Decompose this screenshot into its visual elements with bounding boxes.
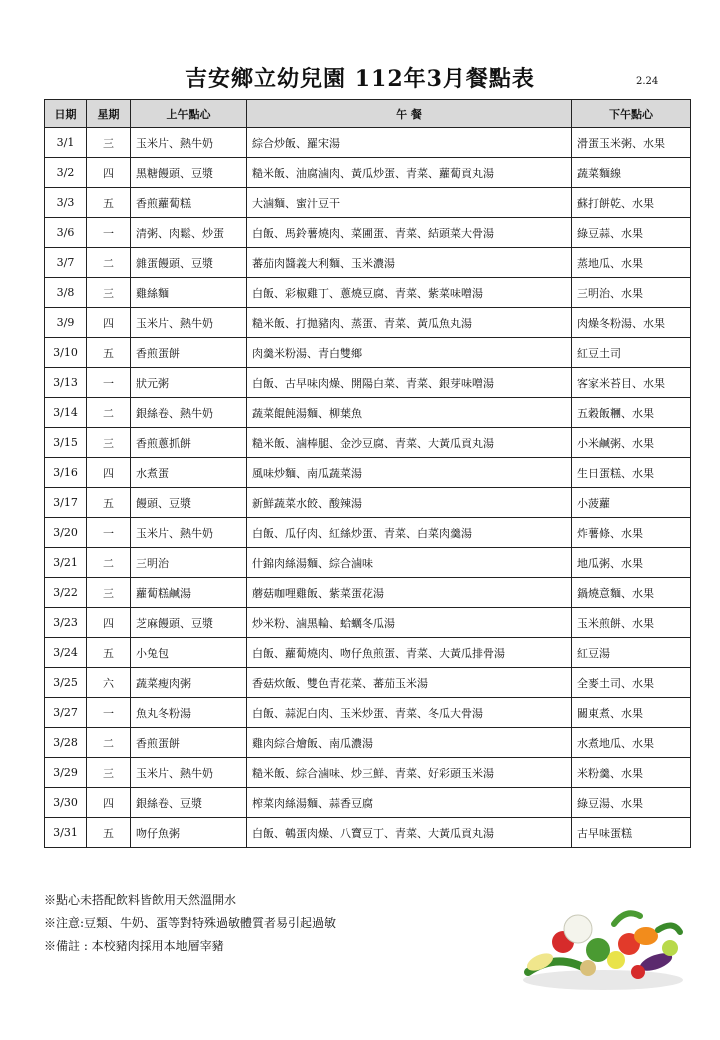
- table-row: [45, 578, 691, 608]
- cell-date: 3/14: [45, 398, 87, 428]
- cell-morning-snack: 三明治: [131, 548, 247, 578]
- cell-weekday: 一: [87, 518, 131, 548]
- cell-weekday: 四: [87, 158, 131, 188]
- table-row: [45, 488, 691, 518]
- table-row: [45, 758, 691, 788]
- cell-weekday: 三: [87, 578, 131, 608]
- revision-date: 2.24: [636, 76, 659, 87]
- cell-morning-snack: 魚丸冬粉湯: [131, 698, 247, 728]
- cell-weekday: 五: [87, 638, 131, 668]
- vegetables-illustration: [518, 902, 688, 994]
- cell-morning-snack: 狀元粥: [131, 368, 247, 398]
- note-drinking-water: ※點心未搭配飲料皆飲用天然溫開水: [44, 893, 237, 907]
- cell-lunch: 綜合炒飯、羅宋湯: [247, 128, 572, 158]
- header-weekday: 星期: [87, 100, 131, 128]
- cell-afternoon-snack: 生日蛋糕、水果: [572, 458, 691, 488]
- cell-afternoon-snack: 全麥土司、水果: [572, 668, 691, 698]
- header-lunch: 午 餐: [247, 100, 572, 128]
- cell-weekday: 三: [87, 128, 131, 158]
- cell-date: 3/13: [45, 368, 87, 398]
- table-row: [45, 128, 691, 158]
- cell-afternoon-snack: 五穀飯糰、水果: [572, 398, 691, 428]
- cell-afternoon-snack: 客家米苔目、水果: [572, 368, 691, 398]
- cell-afternoon-snack: 三明治、水果: [572, 278, 691, 308]
- cell-lunch: 白飯、蒜泥白肉、玉米炒蛋、青菜、冬瓜大骨湯: [247, 698, 572, 728]
- cell-lunch: 什錦肉絲湯麵、綜合滷味: [247, 548, 572, 578]
- cell-lunch: 糙米飯、打拋豬肉、蒸蛋、青菜、黃瓜魚丸湯: [247, 308, 572, 338]
- cell-lunch: 香菇炊飯、雙色青花菜、蕃茄玉米湯: [247, 668, 572, 698]
- cell-weekday: 一: [87, 218, 131, 248]
- cell-date: 3/17: [45, 488, 87, 518]
- header-date: 日期: [45, 100, 87, 128]
- table-row: [45, 668, 691, 698]
- cell-lunch: 白飯、蘿蔔燒肉、吻仔魚煎蛋、青菜、大黃瓜排骨湯: [247, 638, 572, 668]
- cell-morning-snack: 小兔包: [131, 638, 247, 668]
- cell-date: 3/7: [45, 248, 87, 278]
- cell-date: 3/20: [45, 518, 87, 548]
- cell-date: 3/3: [45, 188, 87, 218]
- cell-morning-snack: 銀絲卷、豆漿: [131, 788, 247, 818]
- cell-lunch: 白飯、馬鈴薯燒肉、菜圃蛋、青菜、結頭菜大骨湯: [247, 218, 572, 248]
- note-pork-source: ※備註 : 本校豬肉採用本地層宰豬: [44, 939, 224, 953]
- cell-afternoon-snack: 蒸地瓜、水果: [572, 248, 691, 278]
- cell-date: 3/10: [45, 338, 87, 368]
- cell-afternoon-snack: 地瓜粥、水果: [572, 548, 691, 578]
- cell-morning-snack: 蔬菜瘦肉粥: [131, 668, 247, 698]
- cell-afternoon-snack: 紅豆土司: [572, 338, 691, 368]
- table-row: [45, 188, 691, 218]
- cell-lunch: 糙米飯、油腐滷肉、黃瓜炒蛋、青菜、蘿蔔貢丸湯: [247, 158, 572, 188]
- cell-afternoon-snack: 鍋燒意麵、水果: [572, 578, 691, 608]
- cell-afternoon-snack: 關東煮、水果: [572, 698, 691, 728]
- cell-lunch: 糙米飯、綜合滷味、炒三鮮、青菜、好彩頭玉米湯: [247, 758, 572, 788]
- cell-date: 3/31: [45, 818, 87, 848]
- cell-lunch: 糙米飯、滷棒腿、金沙豆腐、青菜、大黃瓜貢丸湯: [247, 428, 572, 458]
- table-row: [45, 368, 691, 398]
- cell-weekday: 五: [87, 338, 131, 368]
- table-row: [45, 308, 691, 338]
- table-row: [45, 608, 691, 638]
- cell-date: 3/29: [45, 758, 87, 788]
- cell-morning-snack: 香煎蛋餅: [131, 728, 247, 758]
- cell-weekday: 二: [87, 248, 131, 278]
- cell-morning-snack: 銀絲卷、熱牛奶: [131, 398, 247, 428]
- table-row: [45, 548, 691, 578]
- cell-date: 3/8: [45, 278, 87, 308]
- cell-weekday: 三: [87, 428, 131, 458]
- cell-weekday: 五: [87, 488, 131, 518]
- cell-morning-snack: 香煎蛋餅: [131, 338, 247, 368]
- table-row: [45, 248, 691, 278]
- table-row: [45, 518, 691, 548]
- cell-weekday: 四: [87, 788, 131, 818]
- cell-morning-snack: 玉米片、熱牛奶: [131, 128, 247, 158]
- footnotes: [44, 889, 336, 958]
- cell-weekday: 六: [87, 668, 131, 698]
- table-header-row: [45, 100, 691, 128]
- cell-morning-snack: 蘿蔔糕鹹湯: [131, 578, 247, 608]
- cell-lunch: 大滷麵、蜜汁豆干: [247, 188, 572, 218]
- cell-afternoon-snack: 炸薯條、水果: [572, 518, 691, 548]
- cell-date: 3/25: [45, 668, 87, 698]
- cell-afternoon-snack: 綠豆蒜、水果: [572, 218, 691, 248]
- cell-lunch: 蕃茄肉醬義大利麵、玉米濃湯: [247, 248, 572, 278]
- cell-afternoon-snack: 小米鹹粥、水果: [572, 428, 691, 458]
- cell-lunch: 雞肉綜合燴飯、南瓜濃湯: [247, 728, 572, 758]
- cell-weekday: 一: [87, 368, 131, 398]
- cell-afternoon-snack: 玉米煎餅、水果: [572, 608, 691, 638]
- cell-lunch: 新鮮蔬菜水餃、酸辣湯: [247, 488, 572, 518]
- cell-morning-snack: 雞絲麵: [131, 278, 247, 308]
- cell-afternoon-snack: 蘇打餅乾、水果: [572, 188, 691, 218]
- cell-lunch: 肉羹米粉湯、青白雙鄉: [247, 338, 572, 368]
- cell-date: 3/22: [45, 578, 87, 608]
- cell-date: 3/9: [45, 308, 87, 338]
- cell-morning-snack: 吻仔魚粥: [131, 818, 247, 848]
- cell-date: 3/24: [45, 638, 87, 668]
- cell-afternoon-snack: 肉燥冬粉湯、水果: [572, 308, 691, 338]
- cell-weekday: 三: [87, 758, 131, 788]
- cell-afternoon-snack: 米粉羹、水果: [572, 758, 691, 788]
- cell-date: 3/6: [45, 218, 87, 248]
- cell-weekday: 四: [87, 608, 131, 638]
- table-row: [45, 428, 691, 458]
- cell-morning-snack: 饅頭、豆漿: [131, 488, 247, 518]
- table-row: [45, 698, 691, 728]
- cell-weekday: 二: [87, 728, 131, 758]
- cell-date: 3/30: [45, 788, 87, 818]
- table-row: [45, 338, 691, 368]
- table-row: [45, 218, 691, 248]
- cell-morning-snack: 芝麻饅頭、豆漿: [131, 608, 247, 638]
- cell-weekday: 五: [87, 188, 131, 218]
- page-title: 吉安鄉立幼兒園 112年3月餐點表: [185, 66, 535, 92]
- cell-lunch: 蔬菜餛飩湯麵、柳葉魚: [247, 398, 572, 428]
- cell-afternoon-snack: 滑蛋玉米粥、水果: [572, 128, 691, 158]
- cell-date: 3/15: [45, 428, 87, 458]
- menu-table: [44, 99, 691, 848]
- cell-lunch: 白飯、鵪蛋肉燥、八寶豆丁、青菜、大黃瓜貢丸湯: [247, 818, 572, 848]
- cell-weekday: 二: [87, 398, 131, 428]
- cell-lunch: 白飯、彩椒雞丁、蔥燒豆腐、青菜、紫菜味噌湯: [247, 278, 572, 308]
- cell-date: 3/21: [45, 548, 87, 578]
- header-morning-snack: 上午點心: [131, 100, 247, 128]
- cell-afternoon-snack: 紅豆湯: [572, 638, 691, 668]
- table-row: [45, 788, 691, 818]
- cell-date: 3/23: [45, 608, 87, 638]
- cell-date: 3/28: [45, 728, 87, 758]
- table-row: [45, 398, 691, 428]
- table-row: [45, 638, 691, 668]
- cell-date: 3/1: [45, 128, 87, 158]
- cell-afternoon-snack: 古早味蛋糕: [572, 818, 691, 848]
- cell-morning-snack: 清粥、肉鬆、炒蛋: [131, 218, 247, 248]
- cell-weekday: 四: [87, 458, 131, 488]
- table-row: [45, 818, 691, 848]
- table-row: [45, 158, 691, 188]
- cell-date: 3/2: [45, 158, 87, 188]
- note-allergy: ※注意:豆類、牛奶、蛋等對特殊過敏體質者易引起過敏: [44, 916, 337, 930]
- header-afternoon-snack: 下午點心: [572, 100, 691, 128]
- table-row: [45, 728, 691, 758]
- cell-weekday: 三: [87, 278, 131, 308]
- cell-lunch: 蘑菇咖哩雞飯、紫菜蛋花湯: [247, 578, 572, 608]
- cell-morning-snack: 玉米片、熱牛奶: [131, 518, 247, 548]
- table-row: [45, 458, 691, 488]
- cell-morning-snack: 玉米片、熱牛奶: [131, 758, 247, 788]
- cell-lunch: 白飯、瓜仔肉、紅絲炒蛋、青菜、白菜肉羹湯: [247, 518, 572, 548]
- cell-morning-snack: 香煎蔥抓餅: [131, 428, 247, 458]
- cell-lunch: 炒米粉、滷黑輪、蛤蠣冬瓜湯: [247, 608, 572, 638]
- cell-weekday: 一: [87, 698, 131, 728]
- cell-date: 3/27: [45, 698, 87, 728]
- cell-weekday: 二: [87, 548, 131, 578]
- cell-afternoon-snack: 綠豆湯、水果: [572, 788, 691, 818]
- cell-lunch: 白飯、古早味肉燥、開陽白菜、青菜、銀芽味噌湯: [247, 368, 572, 398]
- cell-morning-snack: 雜蛋饅頭、豆漿: [131, 248, 247, 278]
- cell-afternoon-snack: 水煮地瓜、水果: [572, 728, 691, 758]
- cell-morning-snack: 玉米片、熱牛奶: [131, 308, 247, 338]
- cell-morning-snack: 香煎蘿蔔糕: [131, 188, 247, 218]
- cell-weekday: 四: [87, 308, 131, 338]
- cell-lunch: 風味炒麵、南瓜蔬菜湯: [247, 458, 572, 488]
- cell-afternoon-snack: 小菠蘿: [572, 488, 691, 518]
- cell-weekday: 五: [87, 818, 131, 848]
- cell-afternoon-snack: 蔬菜麵線: [572, 158, 691, 188]
- cell-date: 3/16: [45, 458, 87, 488]
- cell-lunch: 榨菜肉絲湯麵、蒜香豆腐: [247, 788, 572, 818]
- cell-morning-snack: 黑糖饅頭、豆漿: [131, 158, 247, 188]
- table-row: [45, 278, 691, 308]
- cell-morning-snack: 水煮蛋: [131, 458, 247, 488]
